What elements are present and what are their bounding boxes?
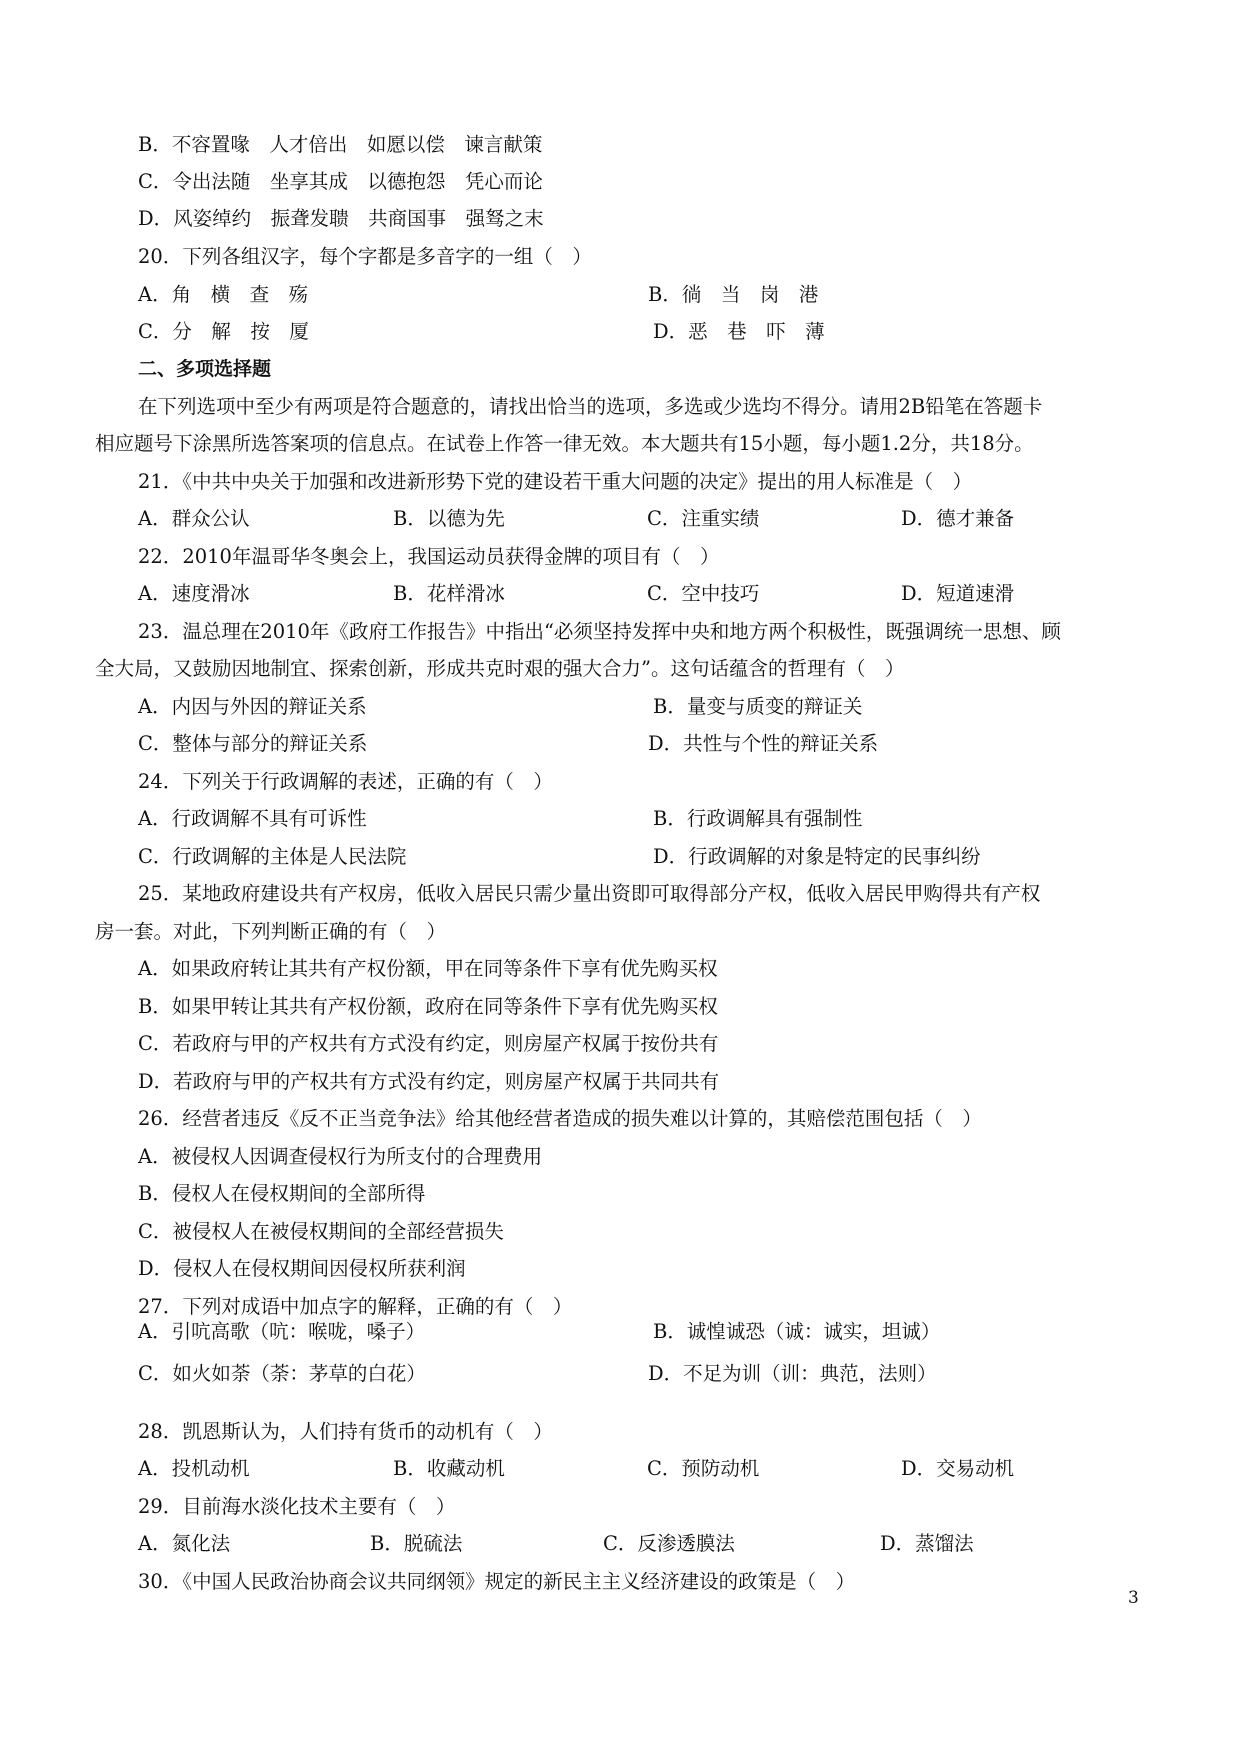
section-intro-line1: 在下列选项中至少有两项是符合题意的，请找出恰当的选项，多选或少选均不得分。请用2B铅笔在答题卡 bbox=[138, 395, 1043, 418]
q29-option-b: B．脱硫法 bbox=[370, 1532, 463, 1555]
q24-option-b: B．行政调解具有强制性 bbox=[653, 807, 863, 830]
q30-stem: 30．《中国人民政治协商会议共同纲领》规定的新民主主义经济建设的政策是（ ） bbox=[138, 1570, 856, 1593]
q25-option-c: C．若政府与甲的产权共有方式没有约定，则房屋产权属于按份共有 bbox=[138, 1032, 719, 1055]
q25-stem-line2: 房一套。对此，下列判断正确的有（ ） bbox=[95, 920, 447, 943]
q24-stem: 24．下列关于行政调解的表述，正确的有（ ） bbox=[138, 770, 553, 793]
q28-option-a: A．投机动机 bbox=[138, 1457, 250, 1480]
q22-option-d: D．短道速滑 bbox=[901, 582, 1015, 605]
q23-option-d: D．共性与个性的辩证关系 bbox=[648, 732, 879, 755]
q29-option-d: D．蒸馏法 bbox=[880, 1532, 974, 1555]
q27-option-b: B．诚惶诚恐（诚：诚实，坦诚） bbox=[653, 1320, 941, 1343]
q22-option-b: B．花样滑冰 bbox=[393, 582, 505, 605]
page-number: 3 bbox=[1128, 1588, 1139, 1608]
q25-option-b: B．如果甲转让其共有产权份额，政府在同等条件下享有优先购买权 bbox=[138, 995, 718, 1018]
q21-option-b: B．以德为先 bbox=[393, 507, 505, 530]
section-heading: 二、多项选择题 bbox=[138, 358, 272, 380]
q27-option-d: D．不足为训（训：典范，法则） bbox=[648, 1362, 937, 1385]
q27-stem: 27．下列对成语中加点字的解释，正确的有（ ） bbox=[138, 1295, 573, 1318]
q26-stem: 26．经营者违反《反不正当竞争法》给其他经营者造成的损失难以计算的，其赔偿范围包括（ ） bbox=[138, 1107, 982, 1130]
q23-option-b: B．量变与质变的辩证关 bbox=[653, 695, 863, 718]
q20-option-d: D．恶 巷 吓 薄 bbox=[653, 320, 825, 343]
q27-option-c: C．如火如荼（荼：茅草的白花） bbox=[138, 1362, 426, 1385]
q23-stem-line1: 23．温总理在2010年《政府工作报告》中指出“必须坚持发挥中央和地方两个积极性，既强调统一思想、顾 bbox=[138, 620, 1061, 643]
q25-option-d: D．若政府与甲的产权共有方式没有约定，则房屋产权属于共同共有 bbox=[138, 1070, 720, 1093]
q29-option-c: C．反渗透膜法 bbox=[603, 1532, 735, 1555]
q19-option-b: B．不容置喙 人才倍出 如愿以偿 谏言献策 bbox=[138, 133, 543, 156]
q26-option-d: D．侵权人在侵权期间因侵权所获利润 bbox=[138, 1257, 466, 1280]
q24-option-d: D．行政调解的对象是特定的民事纠纷 bbox=[653, 845, 981, 868]
q28-option-c: C．预防动机 bbox=[647, 1457, 760, 1480]
q20-option-b: B．徜 当 岗 港 bbox=[648, 283, 819, 306]
q29-option-a: A．氮化法 bbox=[138, 1532, 231, 1555]
q28-option-b: B．收藏动机 bbox=[393, 1457, 505, 1480]
q20-stem: 20．下列各组汉字，每个字都是多音字的一组（ ） bbox=[138, 245, 592, 268]
q28-stem: 28．凯恩斯认为，人们持有货币的动机有（ ） bbox=[138, 1420, 553, 1443]
q21-option-c: C．注重实绩 bbox=[647, 507, 760, 530]
q28-option-d: D．交易动机 bbox=[901, 1457, 1015, 1480]
q21-option-a: A．群众公认 bbox=[138, 507, 250, 530]
section-intro-line2: 相应题号下涂黑所选答案项的信息点。在试卷上作答一律无效。本大题共有15小题，每小题1.2分，共18分。 bbox=[95, 432, 1034, 455]
q21-option-d: D．德才兼备 bbox=[901, 507, 1015, 530]
q22-option-a: A．速度滑冰 bbox=[138, 582, 250, 605]
q25-stem-line1: 25．某地政府建设共有产权房，低收入居民只需少量出资即可取得部分产权，低收入居民甲购得共有产权 bbox=[138, 882, 1041, 905]
q20-option-c: C．分 解 按 厦 bbox=[138, 320, 309, 343]
q20-option-a: A．角 横 查 殇 bbox=[138, 283, 309, 306]
q21-stem: 21．《中共中央关于加强和改进新形势下党的建设若干重大问题的决定》提出的用人标准是（ ） bbox=[138, 470, 973, 493]
q19-option-c: C．令出法随 坐享其成 以德抱怨 凭心而论 bbox=[138, 170, 543, 193]
q23-stem-line2: 全大局，又鼓励因地制宜、探索创新，形成共克时艰的强大合力”。这句话蕴含的哲理有（ ） bbox=[95, 657, 905, 680]
q24-option-a: A．行政调解不具有可诉性 bbox=[138, 807, 367, 830]
q29-stem: 29．目前海水淡化技术主要有（ ） bbox=[138, 1495, 456, 1518]
q23-option-c: C．整体与部分的辩证关系 bbox=[138, 732, 368, 755]
q24-option-c: C．行政调解的主体是人民法院 bbox=[138, 845, 407, 868]
q25-option-a: A．如果政府转让其共有产权份额，甲在同等条件下享有优先购买权 bbox=[138, 957, 718, 980]
q26-option-b: B．侵权人在侵权期间的全部所得 bbox=[138, 1182, 426, 1205]
q22-option-c: C．空中技巧 bbox=[647, 582, 760, 605]
q26-option-c: C．被侵权人在被侵权期间的全部经营损失 bbox=[138, 1220, 504, 1243]
q27-option-a: A．引吭高歌（吭：喉咙，嗓子） bbox=[138, 1320, 426, 1343]
q26-option-a: A．被侵权人因调查侵权行为所支付的合理费用 bbox=[138, 1145, 543, 1168]
q23-option-a: A．内因与外因的辩证关系 bbox=[138, 695, 367, 718]
q19-option-d: D．风姿绰约 振聋发聩 共商国事 强驽之末 bbox=[138, 207, 544, 230]
q22-stem: 22．2010年温哥华冬奥会上，我国运动员获得金牌的项目有（ ） bbox=[138, 545, 720, 568]
